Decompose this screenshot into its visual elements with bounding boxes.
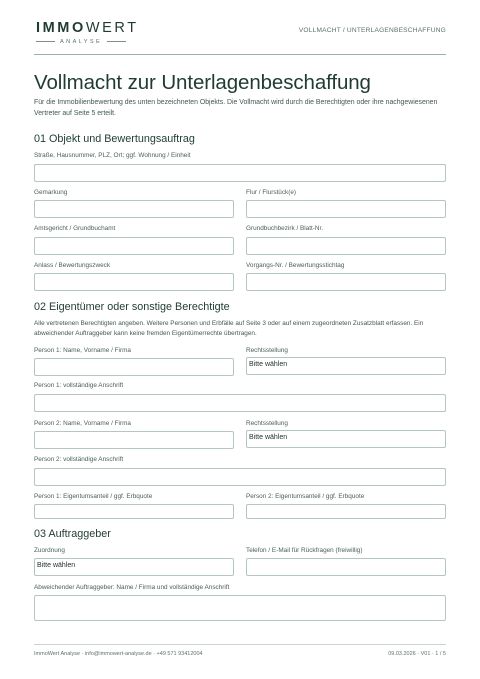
- amtsgericht-field[interactable]: [34, 237, 234, 255]
- label-person1-role: Rechtsstellung: [246, 347, 288, 354]
- vorgang-field[interactable]: [246, 273, 446, 291]
- footer-contact: ImmoWert Analyse · info@immowert-analyse.de · +49 571 93412004: [34, 651, 203, 657]
- zuordnung-value: Bitte wählen: [37, 562, 76, 569]
- label-amtsgericht: Amtsgericht / Grundbuchamt: [34, 225, 116, 232]
- gemarkung-field[interactable]: [34, 200, 234, 218]
- logo-subtitle: ANALYSE: [60, 38, 103, 45]
- logo-wordmark: IMMOWERT: [36, 20, 139, 36]
- section-title-client: 03 Auftraggeber: [34, 528, 111, 540]
- section-title-object: 01 Objekt und Bewertungsauftrag: [34, 133, 195, 145]
- logo-subline: [36, 39, 139, 45]
- document-tag: VOLLMACHT / UNTERLAGENBESCHAFFUNG: [298, 27, 446, 34]
- zuordnung-select[interactable]: [34, 558, 234, 576]
- logo-rule-right: [107, 41, 126, 42]
- contact-field[interactable]: [246, 558, 446, 576]
- person1-share-field[interactable]: [34, 504, 234, 519]
- label-address: Straße, Hausnummer, PLZ, Ort; ggf. Wohnung / Einheit: [34, 152, 191, 159]
- label-person1-name: Person 1: Name, Vorname / Firma: [34, 347, 131, 354]
- page-title: Vollmacht zur Unterlagenbeschaffung: [34, 71, 371, 94]
- person2-role-value: Bitte wählen: [249, 434, 288, 441]
- person1-name-field[interactable]: [34, 358, 234, 376]
- label-person2-share: Person 2: Eigentumsanteil / ggf. Erbquote: [246, 493, 365, 500]
- label-grundbuch: Grundbuchbezirk / Blatt-Nr.: [246, 225, 324, 232]
- label-anlass: Anlass / Bewertungszweck: [34, 262, 111, 269]
- label-zuordnung: Zuordnung: [34, 547, 65, 554]
- label-flur: Flur / Flurstück(e): [246, 189, 297, 196]
- label-person2-name: Person 2: Name, Vorname / Firma: [34, 420, 131, 427]
- page-header: [34, 0, 446, 55]
- label-person1-share: Person 1: Eigentumsanteil / ggf. Erbquote: [34, 493, 153, 500]
- intro-text: Für die Immobilienbewertung des unten bezeichneten Objekts. Die Vollmacht wird durch die Berechtigten oder ihre nachgewiesenen Vertreter auf Seite 5 erteilt.: [34, 99, 438, 117]
- person2-address-field[interactable]: [34, 468, 446, 486]
- person2-name-field[interactable]: [34, 431, 234, 449]
- person2-role-select[interactable]: [246, 430, 446, 448]
- company-logo: [36, 21, 139, 45]
- footer-divider: [34, 644, 446, 645]
- label-other-client: Abweichender Auftraggeber: Name / Firma und vollständige Anschrift: [34, 584, 230, 591]
- other-client-field[interactable]: [34, 595, 446, 621]
- section-owners-text: Alle vertretenen Berechtigten angeben. Weitere Personen und Erbfälle auf Seite 3 oder auf einem zugeordneten Zusatzblatt erfassen. Ein abweichender Auftraggeber kann keine fremden Eigentümerrechte übertragen.: [34, 320, 424, 337]
- grundbuch-field[interactable]: [246, 237, 446, 255]
- label-person1-address: Person 1: vollständige Anschrift: [34, 382, 124, 389]
- label-person2-address: Person 2: vollständige Anschrift: [34, 456, 124, 463]
- person1-role-select[interactable]: [246, 357, 446, 375]
- label-vorgang: Vorgangs-Nr. / Bewertungsstichtag: [246, 262, 345, 269]
- label-gemarkung: Gemarkung: [34, 189, 68, 196]
- footer-version: 09.03.2026 · V01 · 1 / 5: [388, 651, 446, 657]
- logo-rule-left: [36, 41, 55, 42]
- label-contact: Telefon / E-Mail für Rückfragen (freiwillig): [246, 547, 363, 554]
- section-title-owners: 02 Eigentümer oder sonstige Berechtigte: [34, 301, 230, 313]
- label-person2-role: Rechtsstellung: [246, 420, 288, 427]
- person1-role-value: Bitte wählen: [249, 361, 288, 368]
- person2-share-field[interactable]: [246, 504, 446, 519]
- flur-field[interactable]: [246, 200, 446, 218]
- anlass-field[interactable]: [34, 273, 234, 291]
- address-field[interactable]: [34, 164, 446, 182]
- person1-address-field[interactable]: [34, 394, 446, 412]
